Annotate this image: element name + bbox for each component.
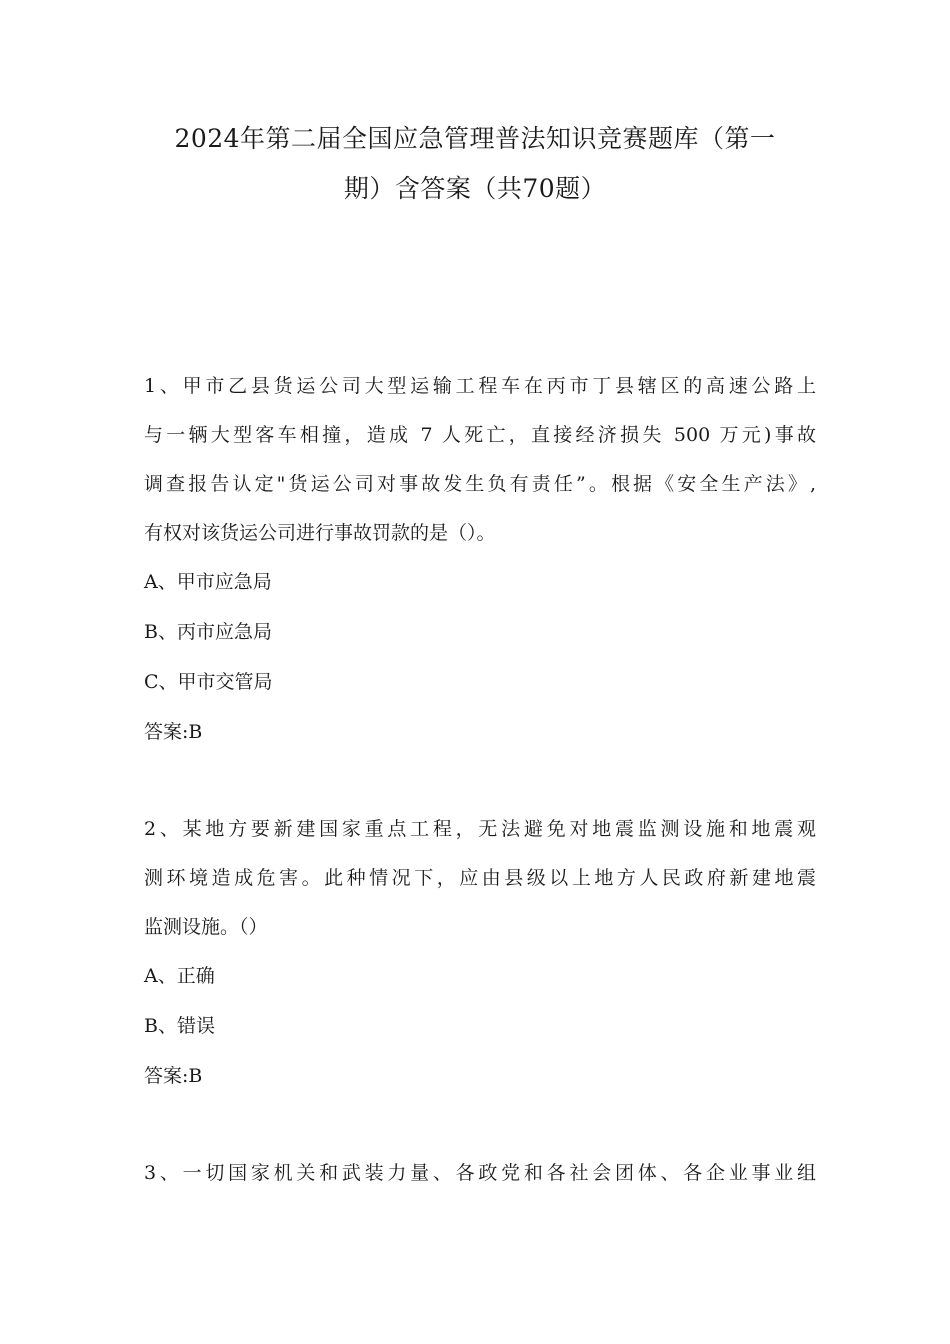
question-spacer	[144, 1112, 816, 1159]
question-text-line: 3、一切国家机关和武装力量、各政党和各社会团体、各企业事业组	[144, 1162, 816, 1184]
question-text-line: 2、某地方要新建国家重点工程，无法避免对地震监测设施和地震观	[144, 818, 816, 840]
question-list	[144, 372, 816, 1208]
question-2	[144, 815, 816, 1112]
option-b: B、错误	[144, 1015, 215, 1037]
answer-text: 答案:B	[144, 721, 203, 743]
title-line-2: 期）含答案（共70题）	[343, 174, 607, 203]
question-text-line: 调查报告认定"货运公司对事故发生负有责任”。根据《安全生产法》,	[144, 473, 816, 495]
question-text-line: 与一辆大型客车相撞，造成 7 人死亡，直接经济损失 500 万元)事故	[144, 424, 816, 446]
option-a: A、甲市应急局	[144, 571, 272, 593]
option-b: B、丙市应急局	[144, 621, 272, 643]
question-text-line: 1、甲市乙县货运公司大型运输工程车在丙市丁县辖区的高速公路上	[144, 375, 816, 397]
option-a: A、正确	[144, 965, 215, 987]
question-text-line: 测环境造成危害。此种情况下，应由县级以上地方人民政府新建地震	[144, 867, 816, 889]
question-1	[144, 372, 816, 768]
question-text-line: 有权对该货运公司进行事故罚款的是（）。	[144, 522, 496, 544]
question-3	[144, 1159, 816, 1208]
title-line-1: 2024年第二届全国应急管理普法知识竞赛题库（第一	[174, 124, 776, 153]
option-c: C、甲市交管局	[144, 671, 273, 693]
answer-text: 答案:B	[144, 1065, 203, 1087]
document-title	[130, 114, 820, 214]
question-text-line: 监测设施。（）	[144, 916, 268, 938]
question-spacer	[144, 768, 816, 815]
